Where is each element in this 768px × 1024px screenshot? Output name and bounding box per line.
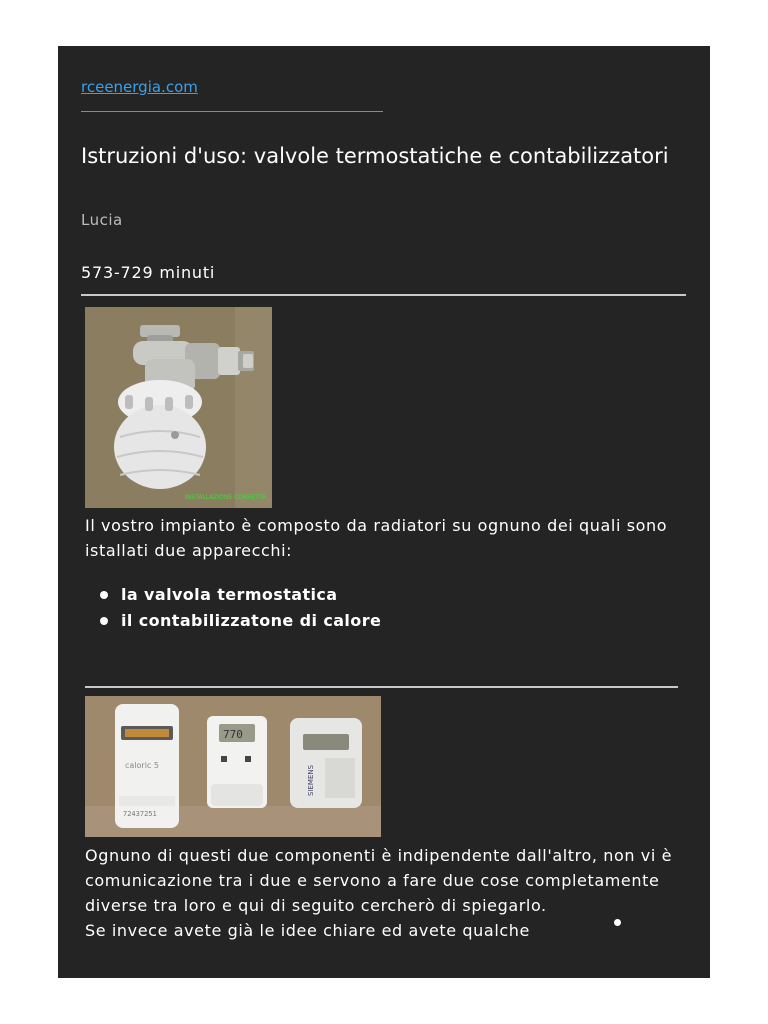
dot-marker — [614, 919, 621, 926]
site-link[interactable]: rceenergia.com — [81, 78, 198, 96]
read-time: 573-729 minuti — [81, 263, 216, 282]
thermostatic-valve-image — [85, 307, 272, 508]
article-title: Istruzioni d'uso: valvole termostatiche e contabilizzatori — [81, 144, 669, 168]
intro-paragraph: Il vostro impianto è composto da radiatori su ognuno dei quali sono istallati due apparecchi: — [85, 516, 668, 560]
heat-meters-image — [85, 696, 381, 837]
divider — [81, 111, 383, 112]
device3-brand: SIEMENS — [307, 764, 315, 796]
article-page — [58, 46, 710, 978]
list-item-label: la valvola termostatica — [121, 585, 338, 604]
device2-display: 770 — [223, 728, 243, 741]
list-item — [98, 582, 381, 608]
thermostatic-valve-illustration — [85, 307, 272, 508]
bullet-icon — [100, 591, 108, 599]
heat-meters-illustration — [85, 696, 381, 837]
divider — [81, 294, 686, 296]
device1-serial: 72437251 — [123, 810, 157, 818]
body-paragraph: Ognuno di questi due componenti è indipendente dall'altro, non vi è comunicazione tra i due e servono a fare due cose completamente diverse tra loro e qui di seguito cercherò di spiegarlo. Se invece avete già le idee chiare ed avete qualche — [85, 846, 673, 940]
image-caption: INSTALLAZIONE CORRETTA — [185, 494, 266, 501]
device1-brand: caloric 5 — [125, 761, 159, 770]
device-list — [98, 582, 381, 634]
bullet-icon — [100, 617, 108, 625]
list-item — [98, 608, 381, 634]
list-item-label: il contabilizzatone di calore — [121, 611, 382, 630]
divider — [85, 686, 678, 688]
article-author: Lucia — [81, 211, 123, 229]
